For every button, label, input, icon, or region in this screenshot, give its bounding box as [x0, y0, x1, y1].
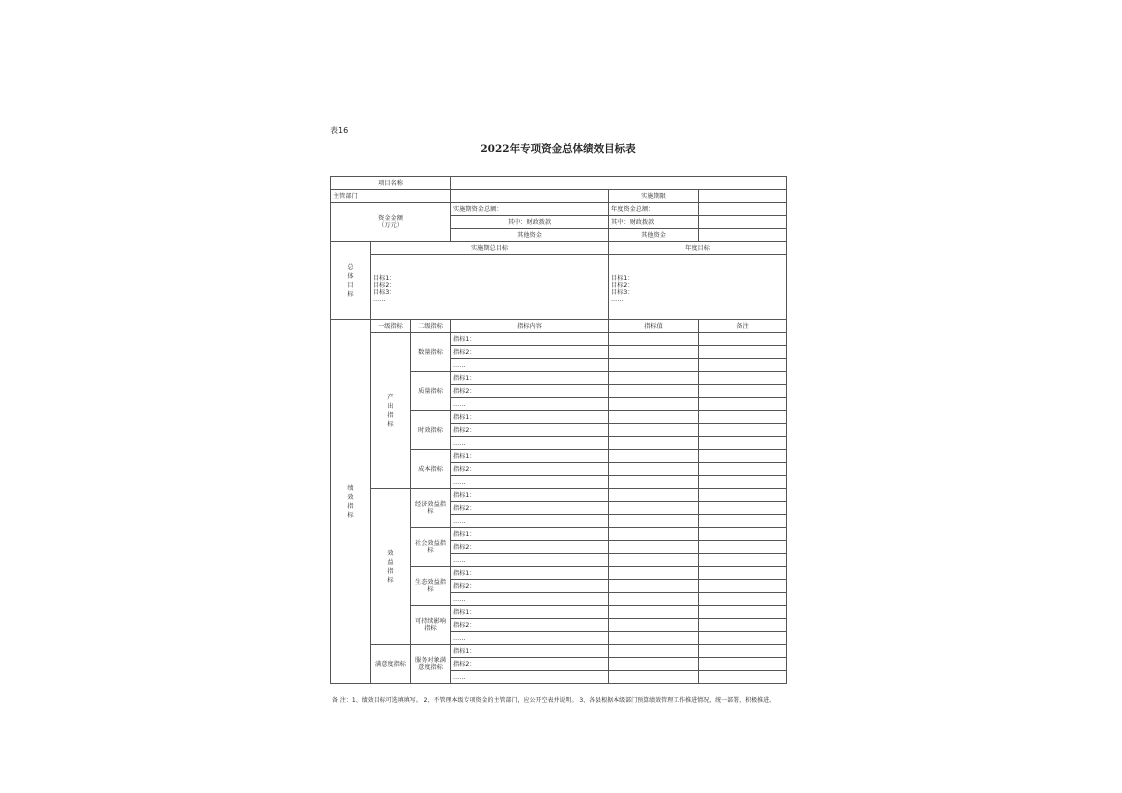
table-row	[331, 645, 787, 658]
period-label: 实施期限	[609, 190, 699, 203]
indicator-item[interactable]: ……	[451, 554, 609, 567]
quantity-indicator-label: 数量指标	[411, 333, 451, 372]
row-goal-headers	[331, 242, 787, 255]
indicator-item[interactable]: 指标1：	[451, 489, 609, 502]
period-goal-content[interactable]: 目标1： 目标2： 目标3： ……	[371, 255, 609, 320]
indicator-item[interactable]: 指标1：	[451, 645, 609, 658]
ecological-benefit-label: 生态效益指标	[411, 567, 451, 606]
indicator-item[interactable]: ……	[451, 671, 609, 684]
col-level2-header: 二级指标	[411, 320, 451, 333]
indicator-item[interactable]: 指标2：	[451, 619, 609, 632]
other-funds-year-label: 其他资金	[609, 229, 699, 242]
output-indicator-label: 产 出 指 标	[371, 333, 411, 489]
total-funds-period-label: 实施期资金总额：	[451, 203, 609, 216]
table-row	[331, 333, 787, 346]
page-label: 表16	[330, 126, 349, 135]
row-project-name	[331, 177, 787, 190]
row-department	[331, 190, 787, 203]
indicator-item[interactable]: 指标2：	[451, 502, 609, 515]
indicator-item[interactable]: 指标2：	[451, 424, 609, 437]
row-goals	[331, 255, 787, 320]
sustainability-benefit-label: 可持续影响指标	[411, 606, 451, 645]
indicator-item[interactable]: ……	[451, 593, 609, 606]
row-indicator-headers	[331, 320, 787, 333]
period-value[interactable]	[699, 190, 787, 203]
year-goal-header: 年度目标	[609, 242, 787, 255]
other-funds-period-label: 其他资金	[451, 229, 609, 242]
indicator-item[interactable]: 指标2：	[451, 385, 609, 398]
indicator-item[interactable]: 指标2：	[451, 463, 609, 476]
indicator-item[interactable]: ……	[451, 476, 609, 489]
indicator-item[interactable]: 指标1：	[451, 411, 609, 424]
indicator-item[interactable]: ……	[451, 437, 609, 450]
department-label: 主管部门	[331, 190, 451, 203]
cost-indicator-label: 成本指标	[411, 450, 451, 489]
project-name-label: 项目名称	[331, 177, 451, 190]
project-name-value[interactable]	[451, 177, 787, 190]
table-row	[331, 489, 787, 502]
col-value-header: 指标值	[609, 320, 699, 333]
indicator-item[interactable]: ……	[451, 632, 609, 645]
quality-indicator-label: 质量指标	[411, 372, 451, 411]
fiscal-alloc-period-label: 其中：财政拨款	[451, 216, 609, 229]
department-value[interactable]	[451, 190, 609, 203]
footnote: 备 注：1、绩效目标可选填填写。 2、不管理本级专项资金的主管部门，应公开空表并说明。 3、各县根据本级部门预算绩效管理工作推进情况，统一部署，积极推进。	[332, 697, 776, 704]
indicator-item[interactable]: 指标1：	[451, 333, 609, 346]
satisfaction-indicator-label: 满意度指标	[371, 645, 411, 684]
indicator-item[interactable]: 指标1：	[451, 567, 609, 580]
funds-label: 资金金额 （万元）	[331, 203, 451, 242]
overall-goal-label: 总 体 目 标	[331, 242, 371, 320]
year-goal-content[interactable]: 目标1： 目标2： 目标3： ……	[609, 255, 787, 320]
indicator-item[interactable]: 指标2：	[451, 541, 609, 554]
indicator-item[interactable]: 指标1：	[451, 450, 609, 463]
page-title: 2022年专项资金总体绩效目标表	[480, 143, 636, 155]
performance-indicator-label: 绩 效 指 标	[331, 320, 371, 684]
indicator-item[interactable]: ……	[451, 359, 609, 372]
indicator-item[interactable]: 指标1：	[451, 606, 609, 619]
performance-target-table	[330, 176, 787, 684]
indicator-item[interactable]: ……	[451, 398, 609, 411]
economic-benefit-label: 经济效益指标	[411, 489, 451, 528]
indicator-item[interactable]: 指标1：	[451, 528, 609, 541]
service-satisfaction-label: 服务对象满意度指标	[411, 645, 451, 684]
col-note-header: 备注	[699, 320, 787, 333]
indicator-item[interactable]: 指标2：	[451, 658, 609, 671]
col-content-header: 指标内容	[451, 320, 609, 333]
period-goal-header: 实施期总目标	[371, 242, 609, 255]
other-funds-year-value[interactable]	[699, 229, 787, 242]
indicator-item[interactable]: 指标2：	[451, 346, 609, 359]
timeliness-indicator-label: 时效指标	[411, 411, 451, 450]
indicator-item[interactable]: 指标2：	[451, 580, 609, 593]
indicator-item[interactable]: ……	[451, 515, 609, 528]
row-total-funds	[331, 203, 787, 216]
total-funds-year-value[interactable]	[699, 203, 787, 216]
fiscal-alloc-year-label: 其中：财政拨款	[609, 216, 699, 229]
col-level1-header: 一级指标	[371, 320, 411, 333]
fiscal-alloc-year-value[interactable]	[699, 216, 787, 229]
indicator-item[interactable]: 指标1：	[451, 372, 609, 385]
social-benefit-label: 社会效益指标	[411, 528, 451, 567]
total-funds-year-label: 年度资金总额：	[609, 203, 699, 216]
benefit-indicator-label: 效 益 指 标	[371, 489, 411, 645]
